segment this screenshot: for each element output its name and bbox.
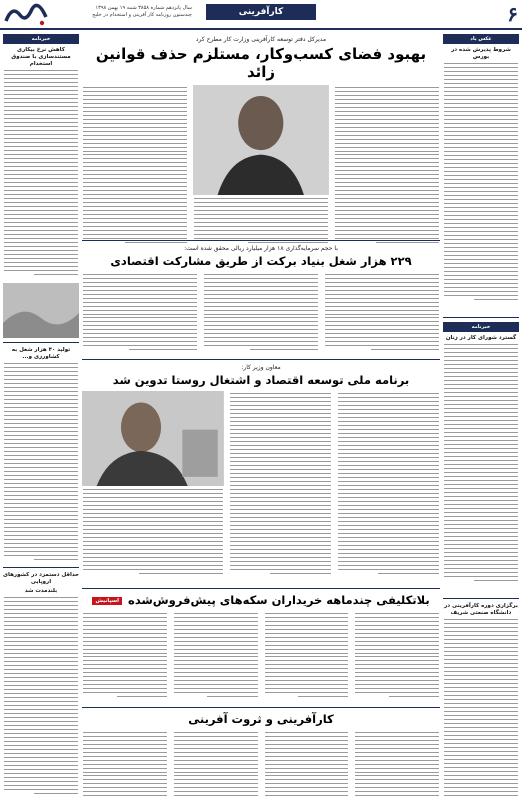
article-body: [325, 274, 439, 350]
article-1: [82, 36, 440, 236]
article-3: [82, 364, 440, 584]
article-2: [82, 245, 440, 355]
page-number: ۶: [507, 2, 518, 26]
article-body: [335, 87, 439, 243]
rail-body: [444, 619, 518, 798]
article-5: [82, 712, 440, 798]
rail-title: کاهش نرخ بیکاری مستندسازی با صندوق استخدام: [11, 47, 71, 67]
article-body: [355, 613, 439, 697]
main-content: [82, 34, 440, 796]
article-headline: ۲۲۹ هزار شغل بنیاد برکت از طریق مشارکت اقتصادی: [110, 254, 412, 268]
section-tag: اسپانیش: [92, 597, 122, 605]
article-headline: برنامه ملی توسعه اقتصاد و اشتغال روستا تدوین شد: [112, 373, 410, 387]
article-body: [83, 274, 197, 350]
rail-title: بلندمدت شد: [24, 588, 58, 594]
article-body: [83, 732, 167, 798]
rail-head: عکس یاد: [443, 34, 519, 44]
masthead: [0, 0, 522, 30]
article-headline: بلاتکلیفی چندماهه خریداران سکه‌های پیش‌فروش‌شده: [128, 593, 430, 607]
news-photo: [3, 283, 79, 338]
rail-head: خبرنامه: [3, 34, 79, 44]
rail-title: تولید ۴۰ هزار شغل به کشاورزی و...: [11, 347, 71, 360]
divider: [82, 588, 440, 589]
article-body: [83, 489, 223, 579]
article-headline: کارآفرینی و ثروت آفرینی: [188, 712, 334, 726]
issue-info: سال پانزدهم شماره ۳۸۵۸ شنبه ۱۹ بهمن ۱۳۹۸ چندستون روزنامه کار آفرینی و استخدام در خلیج: [92, 5, 192, 18]
rail-title: گسترد شورای کار در زنان: [445, 335, 517, 341]
article-body: [230, 393, 331, 579]
rail-body: [4, 70, 78, 280]
section-title: کارآفرینی: [206, 4, 316, 20]
rail-body: [4, 597, 78, 797]
article-4: [82, 593, 440, 703]
divider: [443, 317, 519, 318]
right-rail: [443, 34, 519, 796]
rail-title: شروط پذیرش شده در بورس: [451, 47, 511, 60]
article-body: [355, 732, 439, 798]
article-kicker: معاون وزیر کار:: [241, 364, 281, 371]
divider: [443, 598, 519, 599]
article-body: [338, 393, 439, 579]
rail-body: [4, 363, 78, 563]
rail-head: خبرنامه: [443, 322, 519, 332]
article-body: [174, 613, 258, 697]
article-body: [174, 732, 258, 798]
newspaper-logo: [2, 1, 50, 28]
article-kicker: با حجم سرمایه‌گذاری ۱۸ هزار میلیارد ریالی محقق شده است:: [184, 245, 338, 252]
portrait-photo: [193, 85, 329, 195]
divider: [3, 567, 79, 568]
article-headline: بهبود فضای کسب‌وکار، مستلزم حذف قوانین زائد: [95, 45, 427, 81]
portrait-photo-frame: [193, 85, 329, 245]
article-body: [83, 87, 187, 243]
rail-title: برگزاری دوره کارآفرینی در دانشگاه صنعتی شریف: [444, 603, 518, 616]
article-kicker: مدیرکل دفتر توسعه کارآفرینی وزارت کار مطرح کرد: [195, 36, 327, 43]
article-body: [194, 198, 328, 244]
rail-body: [444, 63, 518, 313]
rail-title: حداقل دستمزد در کشورهای اروپایی: [2, 572, 79, 585]
divider: [82, 359, 440, 360]
article-body: [265, 732, 349, 798]
article-body: [83, 613, 167, 697]
divider: [82, 707, 440, 708]
divider: [3, 342, 79, 343]
article-body: [204, 274, 318, 350]
portrait-photo: [82, 391, 224, 486]
rail-body: [444, 344, 518, 594]
article-body: [265, 613, 349, 697]
portrait-photo-frame: [82, 391, 224, 581]
left-rail: [3, 34, 79, 796]
